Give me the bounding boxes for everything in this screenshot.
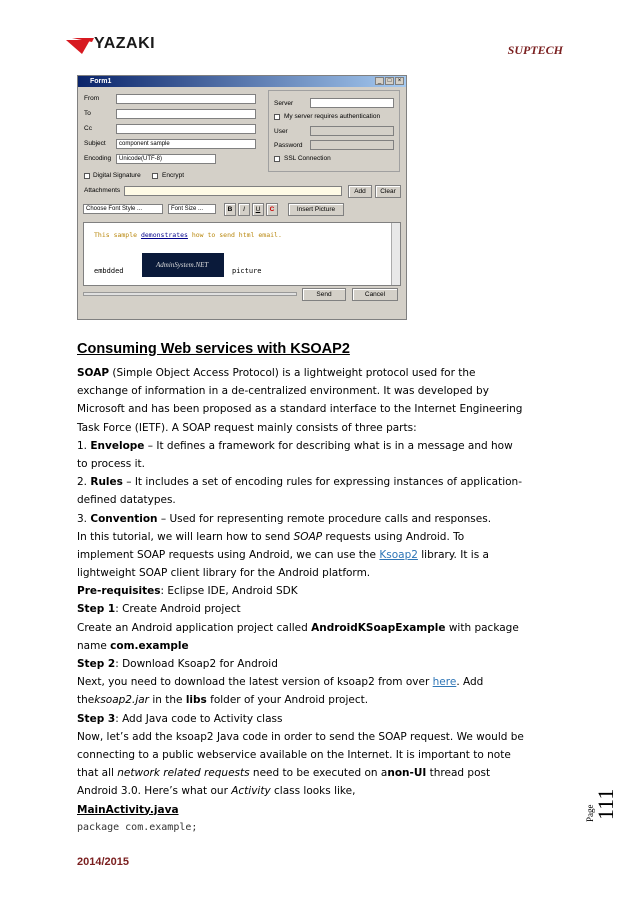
italic-button: I <box>238 203 250 216</box>
subject-field: component sample <box>116 139 256 149</box>
cancel-button: Cancel <box>352 288 398 301</box>
text-span: requests using Android. To <box>322 530 465 543</box>
text-span: need to be executed on a <box>249 767 388 780</box>
close-icon: × <box>395 77 404 85</box>
attachments-field <box>124 186 342 196</box>
editor-body-line <box>94 231 282 239</box>
list-number: 1. <box>77 439 91 452</box>
here-link[interactable]: here <box>432 676 457 689</box>
italic-term: Activity <box>231 785 271 798</box>
font-size-select: Font Size ... <box>168 204 216 214</box>
text-line: lightweight SOAP client library for the Android platform. <box>77 567 371 580</box>
insert-picture-button: Insert Picture <box>288 203 344 216</box>
server-label: Server <box>274 100 294 107</box>
ssl-label: SSL Connection <box>284 155 331 162</box>
filename-heading: MainActivity.java <box>77 803 179 816</box>
ssl-checkbox <box>274 156 280 162</box>
text-line: Task Force (IETF). A SOAP request mainly consists of three parts: <box>77 421 417 434</box>
bold-term: Envelope <box>90 439 145 452</box>
page-label: Page <box>585 804 595 822</box>
to-field <box>116 109 256 119</box>
password-label: Password <box>274 142 303 149</box>
password-field <box>310 140 394 150</box>
page-number: 111 <box>593 788 618 820</box>
text-span: folder of your Android project. <box>206 694 369 707</box>
italic-term: ksoap2.jar <box>94 694 149 707</box>
from-label: From <box>84 95 100 102</box>
digital-signature-checkbox <box>84 173 90 179</box>
from-field <box>116 94 256 104</box>
text-span: name <box>77 639 111 652</box>
underline-button: U <box>252 203 264 216</box>
text-span: Next, you need to download the latest version of ksoap2 from over <box>77 676 433 689</box>
clear-button: Clear <box>375 185 401 198</box>
bold-term: libs <box>185 694 207 707</box>
encoding-select: Unicode(UTF-8) <box>116 154 216 164</box>
text-span: In this tutorial, we will learn how to send <box>77 530 294 543</box>
text-span: the <box>77 694 95 707</box>
window-titlebar: Form1 <box>78 76 406 87</box>
auth-checkbox <box>274 114 280 120</box>
digital-signature-label: Digital Signature <box>93 172 141 179</box>
ksoap2-link[interactable]: Ksoap2 <box>379 548 418 561</box>
cc-label: Cc <box>84 125 92 132</box>
text-span: with package <box>445 621 519 634</box>
editor-scrollbar <box>391 223 400 285</box>
italic-term: SOAP <box>293 530 323 543</box>
server-field <box>310 98 394 108</box>
footer-year: 2014/2015 <box>77 856 129 868</box>
text-line: – It defines a framework for describing what is in a message and how <box>144 439 513 452</box>
user-field <box>310 126 394 136</box>
list-number: 3. <box>77 512 91 525</box>
bold-term: Step 3 <box>77 712 116 725</box>
text-line: exchange of information in a de-centralized environment. It was developed by <box>77 385 489 398</box>
subject-label: Subject <box>84 140 106 147</box>
embedded-post-text: picture <box>232 267 262 275</box>
send-button: Send <box>302 288 346 301</box>
html-editor <box>83 222 401 286</box>
body-line-post: how to send html email. <box>187 231 282 239</box>
encoding-label: Encoding <box>84 155 112 162</box>
cc-field <box>116 124 256 134</box>
text-span: : Download Ksoap2 for Android <box>115 658 278 670</box>
embedded-pre-text: embdded <box>94 267 124 275</box>
page-number-block <box>585 760 625 820</box>
bold-term: Step 1 <box>77 603 116 616</box>
text-span: class looks like, <box>270 785 356 798</box>
font-style-select: Choose Font Style ... <box>83 204 163 214</box>
text-span: in the <box>149 694 186 707</box>
text-line: Microsoft and has been proposed as a standard interface to the Internet Engineering <box>77 403 523 416</box>
text-span: : Eclipse IDE, Android SDK <box>160 585 298 598</box>
bold-term: Step 2 <box>77 658 116 670</box>
text-line: to process it. <box>77 457 145 470</box>
list-number: 2. <box>77 476 91 489</box>
header-title: SUPTECH <box>507 43 563 57</box>
maximize-icon: □ <box>385 77 394 85</box>
minimize-icon: _ <box>375 77 384 85</box>
attachments-label: Attachments <box>84 187 121 194</box>
text-line: Now, let’s add the ksoap2 Java code in order to send the SOAP request. We would be <box>77 730 524 743</box>
text-line: – It includes a set of encoding rules for expressing instances of application- <box>122 476 522 489</box>
add-button: Add <box>348 185 372 198</box>
bold-term: Rules <box>90 476 123 489</box>
bold-term: AndroidKSoapExample <box>311 621 446 634</box>
text-span: Create an Android application project called <box>77 621 312 634</box>
body-line-pre: This sample <box>94 231 141 239</box>
auth-label: My server requires authentication <box>284 113 381 120</box>
text-span: : Create Android project <box>115 603 241 616</box>
encrypt-checkbox <box>152 173 158 179</box>
text-line: (Simple Object Access Protocol) is a lightweight protocol used for the <box>109 367 476 379</box>
code-line: package com.example; <box>77 821 198 833</box>
bold-term: Pre-requisites <box>77 585 161 598</box>
bold-term: non-UI <box>387 767 427 780</box>
body-line-link: demonstrates <box>140 231 188 239</box>
progress-bar <box>83 292 297 296</box>
bold-soap: SOAP <box>77 367 110 379</box>
text-span: implement SOAP requests using Android, we can use the <box>77 548 380 561</box>
color-button: C <box>266 203 278 216</box>
text-span: library. It is a <box>417 548 489 561</box>
body-text <box>77 364 557 837</box>
text-span: Android 3.0. Here’s what our <box>77 785 232 798</box>
section-heading: Consuming Web services with KSOAP2 <box>77 341 350 357</box>
encrypt-label: Encrypt <box>162 172 185 179</box>
text-line: – Used for representing remote procedure calls and responses. <box>157 512 492 525</box>
text-span: : Add Java code to Activity class <box>115 712 283 725</box>
text-line: connecting to a public webservice available on the Internet. It is important to note <box>77 748 511 761</box>
text-line: defined datatypes. <box>77 494 176 507</box>
text-span: that all <box>77 767 118 780</box>
bold-term: Convention <box>90 512 158 525</box>
text-span: thread post <box>426 767 491 780</box>
italic-term: network related requests <box>117 767 250 780</box>
form-screenshot <box>77 75 407 320</box>
embedded-picture: AdminSystem.NET <box>142 253 224 277</box>
user-label: User <box>274 128 288 135</box>
text-span: . Add <box>456 676 484 689</box>
logo-text: YAZAKI <box>94 35 156 52</box>
to-label: To <box>84 110 91 117</box>
bold-term: com.example <box>110 639 189 652</box>
bold-button: B <box>224 203 236 216</box>
